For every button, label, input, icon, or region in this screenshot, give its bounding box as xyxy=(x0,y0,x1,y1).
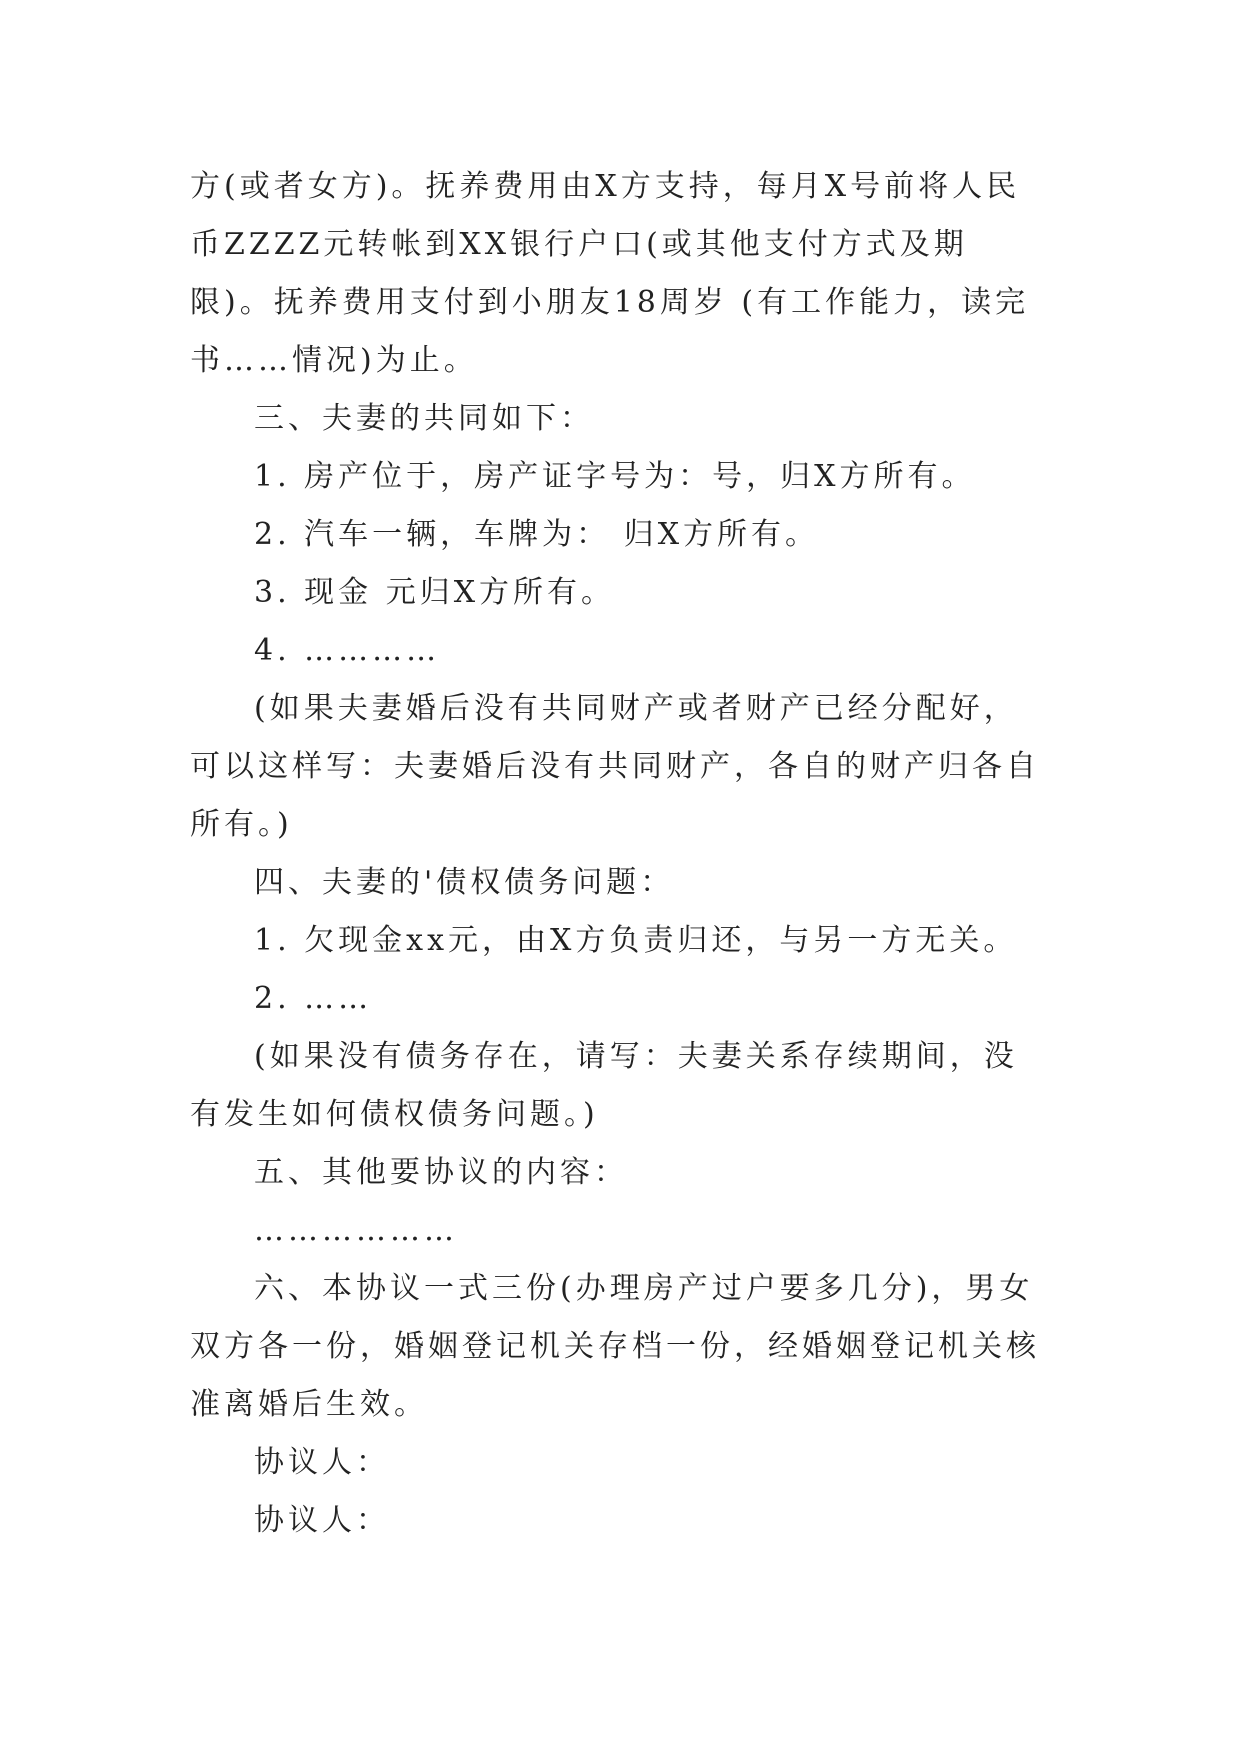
document-body xyxy=(190,158,1050,1550)
section-copies-effect: 六、本协议一式三份(办理房产过户要多几分)，男女双方各一份，婚姻登记机关存档一份，经婚姻登记机关核准离婚后生效。 xyxy=(190,1271,1040,1422)
section-heading-debts: 四、夫妻的'债权债务问题： xyxy=(254,865,675,900)
list-item-property: 1. 房产位于，房产证字号为：号，归X方所有。 xyxy=(254,459,976,494)
note-no-debts: (如果没有债务存在，请写：夫妻关系存续期间，没有发生如何债权债务问题。) xyxy=(190,1039,1018,1132)
list-item-car: 2. 汽车一辆，车牌为： 归X方所有。 xyxy=(254,517,820,552)
section-heading-other: 五、其他要协议的内容： xyxy=(254,1155,628,1190)
list-item-cash: 3. 现金 元归X方所有。 xyxy=(254,575,616,610)
signature-line-2: 协议人： xyxy=(254,1503,390,1538)
list-item-debt-ellipsis: 2. …… xyxy=(254,981,373,1016)
other-content-ellipsis: ……………… xyxy=(254,1213,458,1248)
paragraph-custody-payment: 方(或者女方)。抚养费用由X方支持，每月X号前将人民币ZZZZ元转帐到XX银行户口(或其他支付方式及期限)。抚养费用支付到小朋友18周岁 (有工作能力，读完书……情况)为止。 xyxy=(190,169,1030,378)
list-item-debt: 1. 欠现金xx元，由X方负责归还，与另一方无关。 xyxy=(254,923,1018,958)
signature-line-1: 协议人： xyxy=(254,1445,390,1480)
section-heading-joint-property: 三、夫妻的共同如下： xyxy=(254,401,594,436)
list-item-ellipsis: 4. ………… xyxy=(254,633,441,668)
note-no-joint-property: (如果夫妻婚后没有共同财产或者财产已经分配好，可以这样写：夫妻婚后没有共同财产，各自的财产归各自所有。) xyxy=(190,691,1040,842)
